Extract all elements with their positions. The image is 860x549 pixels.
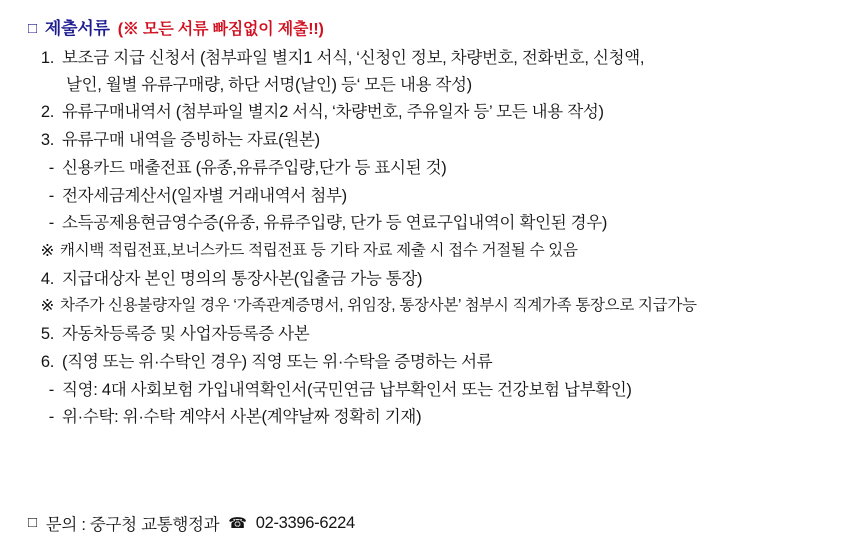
list-item-marker: 6. — [40, 352, 54, 371]
list-item-text: 캐시백 적립전표,보너스카드 적립전표 등 기타 자료 제출 시 접수 거절될 수 있음 — [60, 242, 578, 260]
list-item — [28, 45, 840, 98]
list-item-marker: - — [48, 214, 54, 233]
telephone-icon: ☎ — [228, 514, 247, 532]
list-item-text: 유류구매 내역을 증빙하는 자료(원본) — [62, 131, 320, 150]
list-item — [28, 210, 840, 237]
list-item-marker: - — [48, 158, 54, 177]
checkbox-square-icon: □ — [28, 513, 37, 531]
list-item-text: 직영: 4대 사회보험 가입내역확인서(국민연금 납부확인서 또는 건강보험 납부확인) — [62, 380, 632, 399]
list-item — [28, 377, 840, 404]
list-item-text: 지급대상자 본인 명의의 통장사본(입출금 가능 통장) — [62, 269, 423, 288]
note-marker-icon: ※ — [40, 242, 54, 261]
contact-label: 문의 : 중구청 교통행정과 — [45, 516, 220, 534]
list-item — [28, 155, 840, 182]
list-item-marker: 1. — [40, 49, 54, 67]
note-marker-icon: ※ — [40, 297, 54, 316]
list-item — [28, 127, 840, 154]
list-item — [28, 99, 840, 126]
list-item-marker: 5. — [40, 325, 54, 344]
list-item-text: 유류구매내역서 (첨부파일 별지2 서식, ‘차량번호, 주유일자 등’ 모든 내용 작성) — [62, 103, 604, 122]
list-item-text: (직영 또는 위·수탁인 경우) 직영 또는 위·수탁을 증명하는 서류 — [62, 352, 493, 371]
list-item-text: 전자세금계산서(일자별 거래내역서 첨부) — [62, 186, 347, 205]
list-item-text: 위·수탁: 위·수탁 계약서 사본(계약날짜 정확히 기재) — [62, 408, 422, 427]
list-item — [28, 321, 840, 348]
section-heading-note: (※ 모든 서류 빠짐없이 제출!!) — [117, 21, 324, 38]
list-item-note — [28, 293, 840, 320]
list-item-marker: - — [48, 408, 54, 427]
list-item — [28, 183, 840, 210]
list-item — [28, 266, 840, 293]
list-item-text — [62, 45, 840, 98]
section-heading-title: 제출서류 — [44, 19, 110, 38]
list-item-line1: 보조금 지급 신청서 (첨부파일 별지1 서식, ‘신청인 정보, 차량번호, 전화번호, 신청액, — [62, 49, 645, 67]
checkbox-square-icon: □ — [28, 20, 37, 37]
list-item-marker: 3. — [40, 131, 54, 150]
list-item-marker: 2. — [40, 103, 54, 122]
list-item-text: 차주가 신용불량자일 경우 ‘가족관계증명서, 위임장, 통장사본’ 첨부시 직계가족 통장으로 지급가능 — [60, 297, 697, 315]
list-item-text: 신용카드 매출전표 (유종,유류주입량,단가 등 표시된 것) — [62, 158, 447, 177]
list-item — [28, 404, 840, 431]
list-item-text: 소득공제용현금영수증(유종, 유류주입량, 단가 등 연료구입내역이 확인된 경우) — [62, 214, 608, 233]
contact-phone-number: 02-3396-6224 — [255, 513, 355, 532]
list-item-note — [28, 238, 840, 265]
requirements-list — [28, 45, 840, 431]
contact-footer — [28, 511, 355, 535]
list-item-marker: 4. — [40, 269, 54, 288]
section-heading — [28, 14, 840, 39]
list-item-text: 자동차등록증 및 사업자등록증 사본 — [62, 325, 310, 344]
list-item — [28, 349, 840, 376]
list-item-marker: - — [48, 186, 54, 205]
list-item-line2: 날인, 월별 유류구매량, 하단 서명(날인) 등‘ 모든 내용 작성) — [66, 75, 472, 94]
list-item-marker: - — [48, 380, 54, 399]
